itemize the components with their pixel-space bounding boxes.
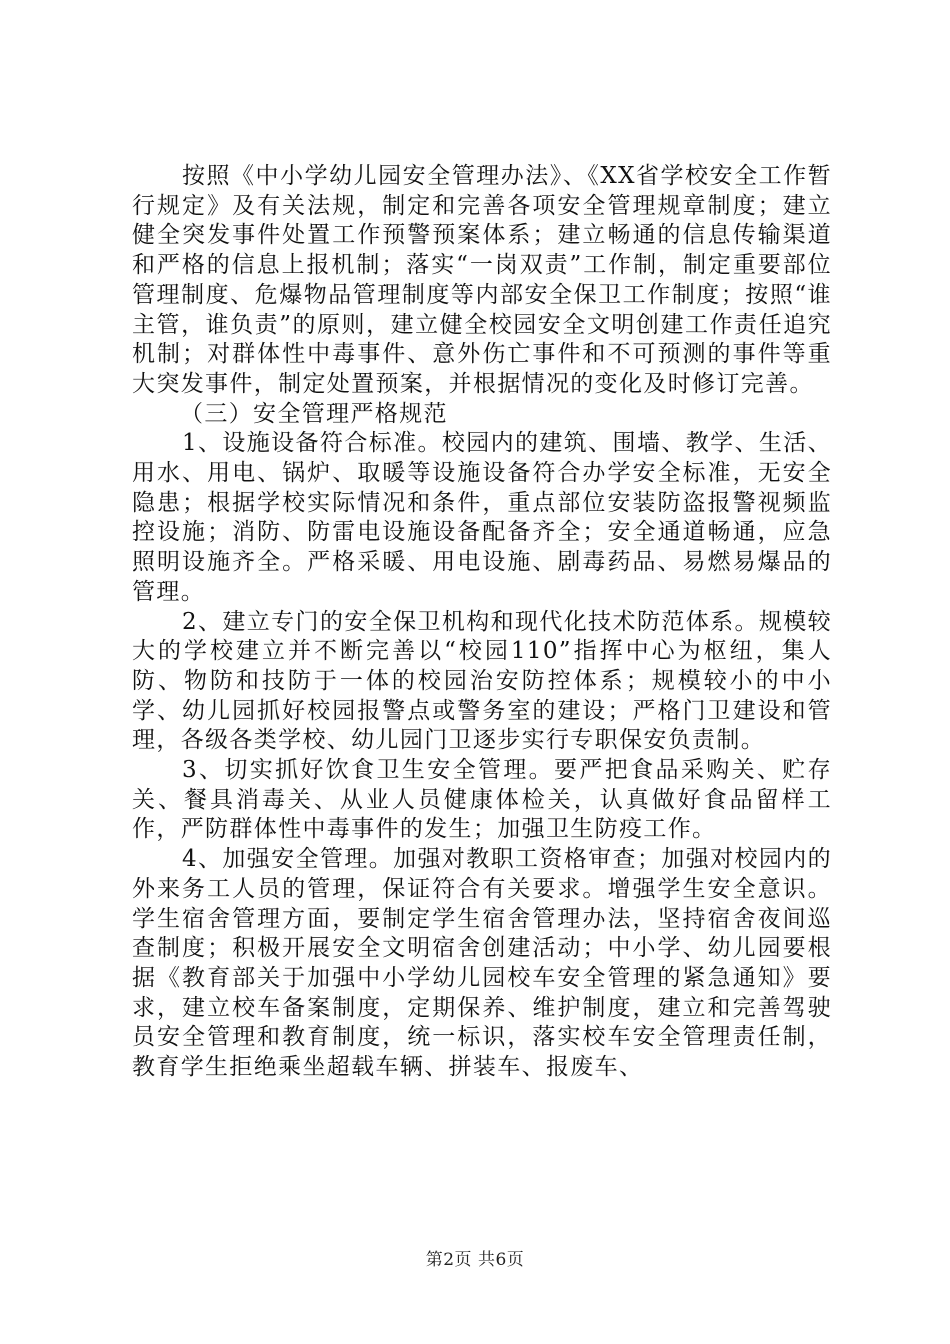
paragraph-security-system: 2、建立专门的安全保卫机构和现代化技术防范体系。规模较大的学校建立并不断完善以“校园110”指挥中心为枢纽，集人防、物防和技防于一体的校园治安防控体系；规模较小的中小学、幼儿园抓好校园报警点或警务室的建设；严格门卫建设和管理，各级各类学校、幼儿园门卫逐步实行专职保安负责制。 <box>132 608 832 754</box>
section-heading: （三）安全管理严格规范 <box>180 400 448 427</box>
paragraph-facilities: 1、设施设备符合标准。校园内的建筑、围墙、教学、生活、用水、用电、锅炉、取暖等设施设备符合办学安全标准，无安全隐患；根据学校实际情况和条件，重点部位安装防盗报警视频监控设施；消防、防雷电设施设备配备齐全；安全通道畅通，应急照明设施齐全。严格采暖、用电设施、剧毒药品、易燃易爆品的管理。 <box>132 430 832 605</box>
paragraph-safety-management: 4、加强安全管理。加强对教职工资格审查；加强对校园内的外来务工人员的管理，保证符合有关要求。增强学生安全意识。学生宿舍管理方面，要制定学生宿舍管理办法，坚持宿舍夜间巡查制度；积极开展安全文明宿舍创建活动；中小学、幼儿园要根据《教育部关于加强中小学幼儿园校车安全管理的紧急通知》要求，建立校车备案制度，定期保养、维护制度，建立和完善驾驶员安全管理和教育制度，统一标识，落实校车安全管理责任制，教育学生拒绝乘坐超载车辆、拼装车、报废车、 <box>132 846 832 1081</box>
page-number: 第2页 共6页 <box>425 1250 525 1270</box>
document-body <box>132 162 832 1083</box>
paragraph-food-safety: 3、切实抓好饮食卫生安全管理。要严把食品采购关、贮存关、餐具消毒关、从业人员健康体检关，认真做好食品留样工作，严防群体性中毒事件的发生；加强卫生防疫工作。 <box>132 757 832 843</box>
paragraph-regulations: 按照《中小学幼儿园安全管理办法》、《XX省学校安全工作暂行规定》及有关法规，制定和完善各项安全管理规章制度；建立健全突发事件处置工作预警预案体系；建立畅通的信息传输渠道和严格的信息上报机制；落实“一岗双责”工作制，制定重要部位管理制度、危爆物品管理制度等内部安全保卫工作制度；按照“谁主管，谁负责”的原则，建立健全校园安全文明创建工作责任追究机制；对群体性中毒事件、意外伤亡事件和不可预测的事件等重大突发事件，制定处置预案，并根据情况的变化及时修订完善。 <box>132 163 832 397</box>
